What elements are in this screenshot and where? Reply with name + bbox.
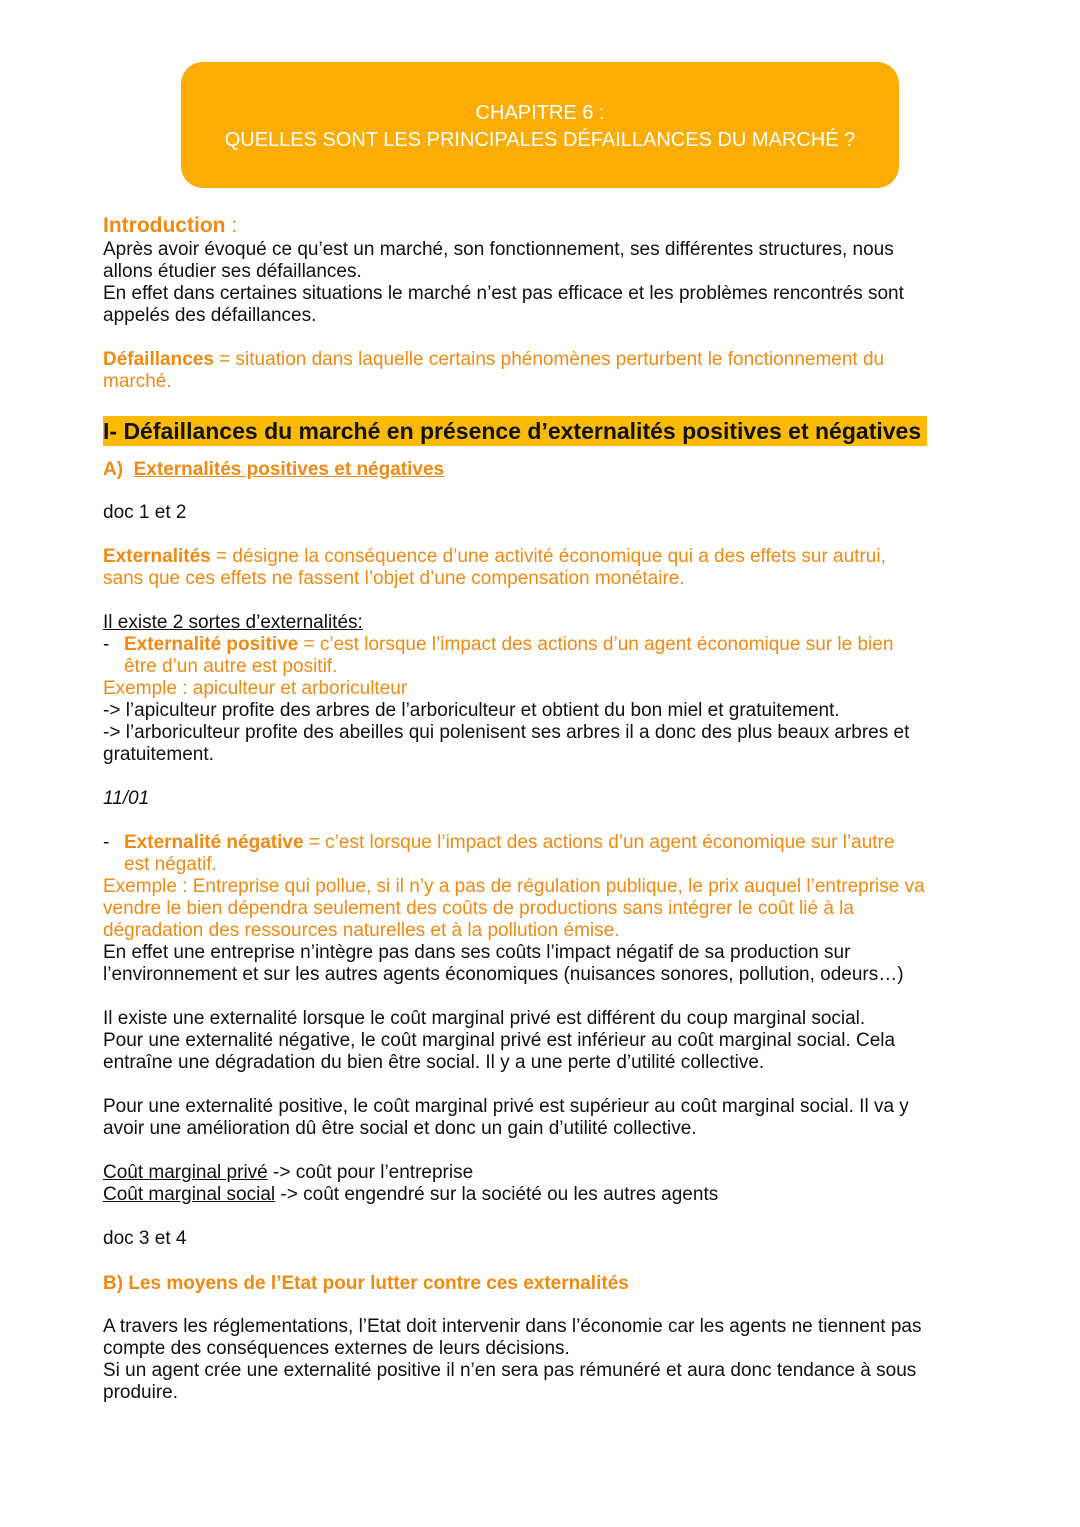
paragraph-line: avoir une amélioration dû être social et donc un gain d’utilité collective. (103, 1118, 697, 1139)
term-definition: -> coût engendré sur la société ou les autres agents (275, 1184, 719, 1205)
example-text: Exemple : apiculteur et arboriculteur (103, 678, 408, 699)
definition-text: est négatif. (124, 854, 217, 875)
definition-text: marché. (103, 371, 172, 392)
cost-prive-line (103, 1162, 983, 1184)
intro-colon: : (225, 214, 238, 237)
chapter-number: CHAPITRE 6 : (475, 102, 605, 124)
section-heading (103, 416, 983, 446)
intro-line: allons étudier ses défaillances. (103, 261, 362, 282)
definition-text: = c’est lorsque l’impact des actions d’un agent économique sur l’autre (303, 832, 895, 853)
paragraph-line: Il existe une externalité lorsque le coût marginal privé est différent du coup marginal social. (103, 1008, 866, 1029)
definition-text: = situation dans laquelle certains phénomènes perturbent le fonctionnement du (213, 349, 885, 370)
subsection-a-title: Externalités positives et négatives (133, 459, 445, 480)
example-detail: -> l’arboriculteur profite des abeilles qui polenisent ses arbres il a donc des plus beaux arbres et (103, 722, 910, 743)
cost-social-line (103, 1184, 983, 1206)
date-label: 11/01 (103, 788, 150, 809)
term-underlined: Coût marginal social (103, 1184, 276, 1205)
term-underlined: Coût marginal privé (103, 1162, 268, 1183)
example-text: vendre le bien dépendra seulement des coûts de productions sans intégrer le coût lié à la (103, 898, 854, 919)
example-text: Exemple : Entreprise qui pollue, si il n’y a pas de régulation publique, le prix auquel l’entreprise va (103, 876, 925, 897)
definition-text: = c’est lorsque l’impact des actions d’un agent économique sur le bien (298, 634, 894, 655)
subsection-a-heading (103, 458, 983, 482)
definition-term: Externalité positive (124, 634, 299, 655)
doc-reference: doc 1 et 2 (103, 502, 187, 523)
doc-reference: doc 3 et 4 (103, 1228, 187, 1249)
example-text: dégradation des ressources naturelles et à la pollution émise. (103, 920, 620, 941)
paragraph-line: compte des conséquences externes de leurs décisions. (103, 1338, 570, 1359)
definition-text: être d’un autre est positif. (124, 656, 338, 677)
paragraph-line: entraîne une dégradation du bien être social. Il y a une perte d’utilité collective. (103, 1052, 765, 1073)
definition-text: = désigne la conséquence d’une activité économique qui a des effets sur autrui, (210, 546, 886, 567)
paragraph-line: produire. (103, 1382, 178, 1403)
paragraph-line: l’environnement et sur les autres agents économiques (nuisances sonores, pollution, odeurs…) (103, 964, 904, 985)
paragraph-line: Pour une externalité positive, le coût marginal privé est supérieur au coût marginal social. Il va y (103, 1096, 909, 1117)
paragraph-line: A travers les réglementations, l’Etat doit intervenir dans l’économie car les agents ne tiennent pas (103, 1316, 922, 1337)
definition-defaillances (103, 349, 983, 371)
section-title: I- Défaillances du marché en présence d’externalités positives et négatives (103, 416, 927, 446)
bullet-dash: - (103, 832, 110, 853)
bullet-positive (103, 634, 983, 678)
subsection-a-label: A) (103, 459, 124, 480)
intro-line: appelés des défaillances. (103, 305, 317, 326)
definition-term: Externalité négative (124, 832, 304, 853)
example-detail: -> l’apiculteur profite des arbres de l’arboriculteur et obtient du bon miel et gratuitement. (103, 700, 840, 721)
paragraph-line: En effet une entreprise n’intègre pas dans ses coûts l’impact négatif de sa production sur (103, 942, 851, 963)
bullet-dash: - (103, 634, 110, 655)
bullet-negative (103, 832, 983, 876)
intro-heading (103, 213, 983, 239)
chapter-banner (181, 62, 899, 188)
example-detail: gratuitement. (103, 744, 214, 765)
types-heading: Il existe 2 sortes d’externalités: (103, 612, 363, 633)
definition-term: Externalités (103, 546, 211, 567)
intro-title: Introduction (103, 214, 226, 237)
definition-text: sans que ces effets ne fassent l’objet d’une compensation monétaire. (103, 568, 685, 589)
paragraph-line: Si un agent crée une externalité positive il n’en sera pas rémunéré et aura donc tendance à sous (103, 1360, 917, 1381)
document-body (103, 213, 983, 1404)
definition-term: Défaillances (103, 349, 214, 370)
intro-line: En effet dans certaines situations le marché n’est pas efficace et les problèmes rencontrés sont (103, 283, 904, 304)
chapter-question: QUELLES SONT LES PRINCIPALES DÉFAILLANCES DU MARCHÉ ? (224, 129, 856, 151)
subsection-b-heading: B) Les moyens de l’Etat pour lutter contre ces externalités (103, 1273, 629, 1294)
term-definition: -> coût pour l’entreprise (267, 1162, 474, 1183)
intro-line: Après avoir évoqué ce qu’est un marché, son fonctionnement, ses différentes structures, nous (103, 239, 894, 260)
definition-externalites (103, 546, 983, 568)
paragraph-line: Pour une externalité négative, le coût marginal privé est inférieur au coût marginal social. Cela (103, 1030, 896, 1051)
